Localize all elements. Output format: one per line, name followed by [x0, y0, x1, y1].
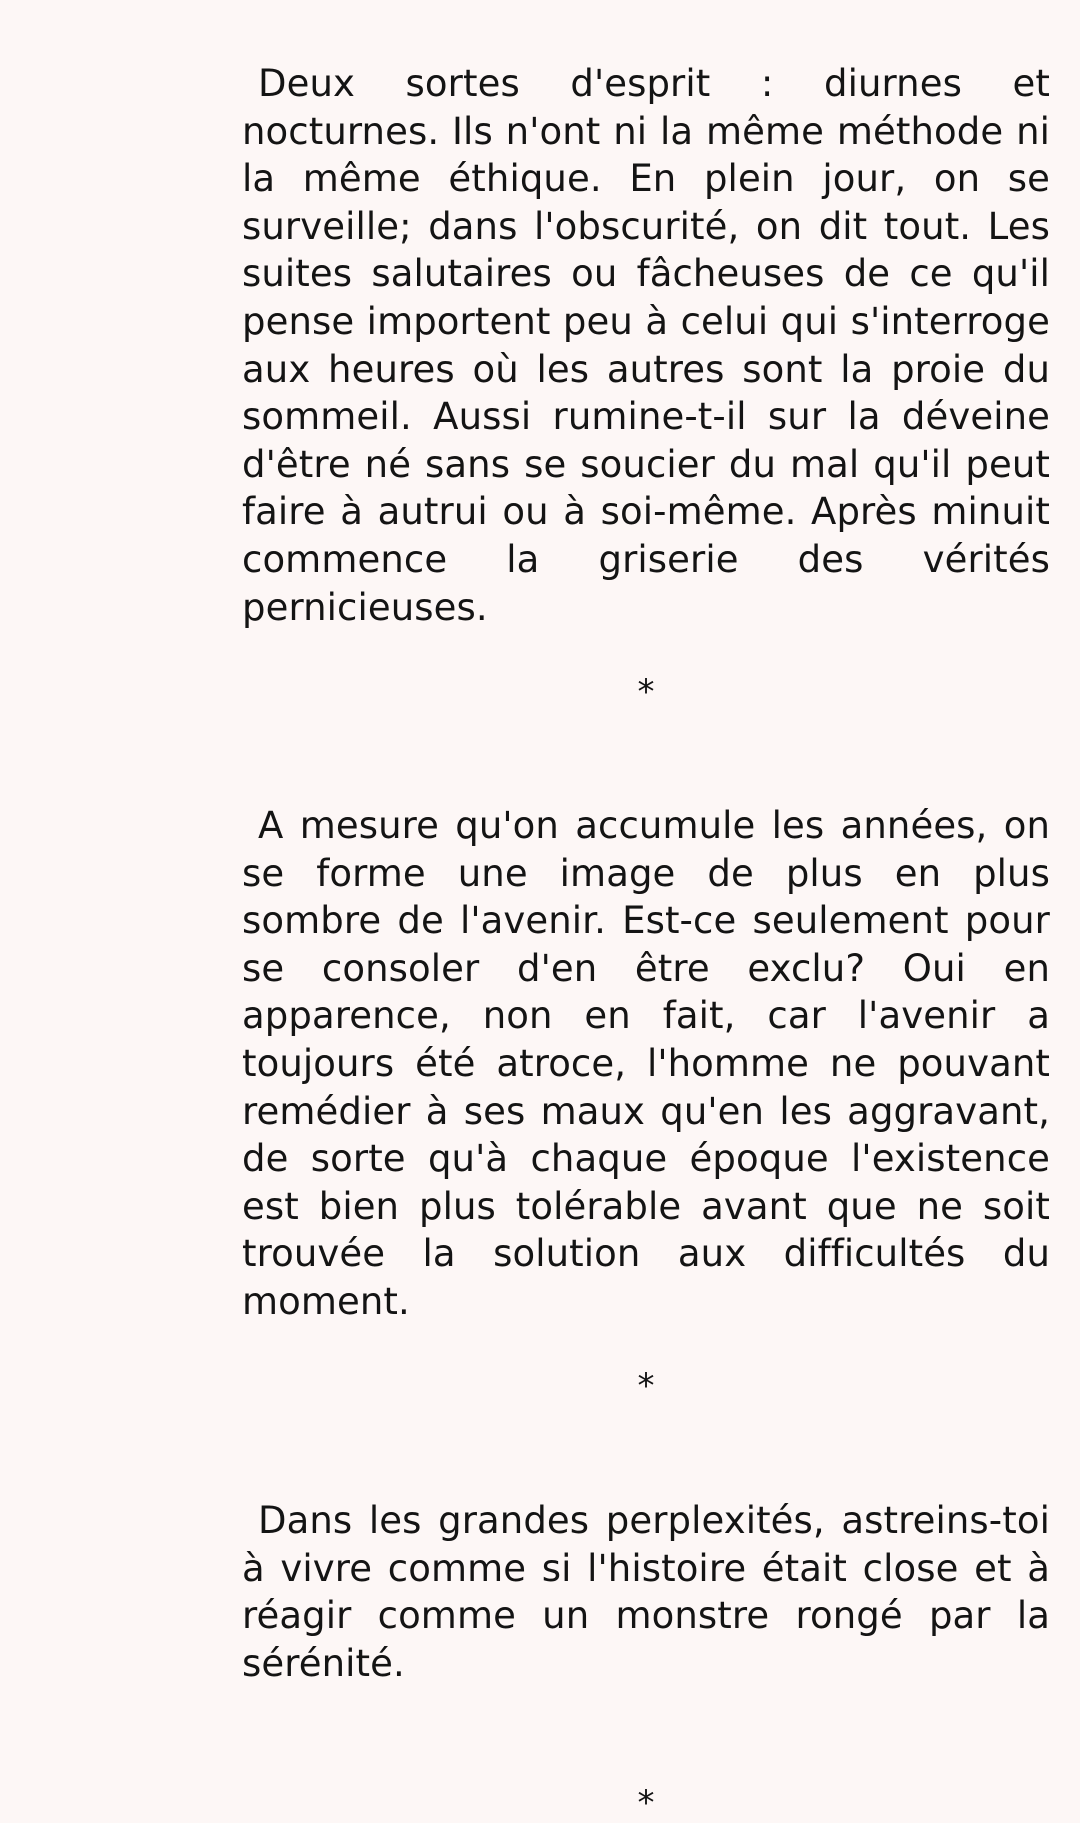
section-separator: * — [637, 672, 655, 712]
section-separator: * — [637, 1366, 655, 1406]
paragraph: A mesure qu'on accumule les années, on se forme une image de plus en plus sombre de l'avenir. Est-ce seulement pour se consoler d'en être exclu? Oui en apparence, non en fait, car l'avenir a toujours été atroce, l'homme ne pouvant remédier à ses maux qu'en les aggravant, de sorte qu'à chaque époque l'existence est bien plus tolérable avant que ne soit trouvée la solution aux difficultés du moment. — [242, 804, 1050, 1323]
paragraph: Dans les grandes perplexités, astreins-toi à vivre comme si l'histoire était close et à réagir comme un monstre rongé par la sérénité. — [242, 1499, 1050, 1685]
section-separator: * — [637, 1783, 655, 1823]
paragraph: Deux sortes d'esprit : diurnes et nocturnes. Ils n'ont ni la même méthode ni la même éthique. En plein jour, on se surveille; dans l'obscurité, on dit tout. Les suites salutaires ou fâcheuses de ce qu'il pense importent peu à celui qui s'interroge aux heures où les autres sont la proie du sommeil. Aussi rumine-t-il sur la déveine d'être né sans se soucier du mal qu'il peut faire à autrui ou à soi-même. Après minuit commence la griserie des vérités pernicieuses. — [242, 62, 1050, 629]
